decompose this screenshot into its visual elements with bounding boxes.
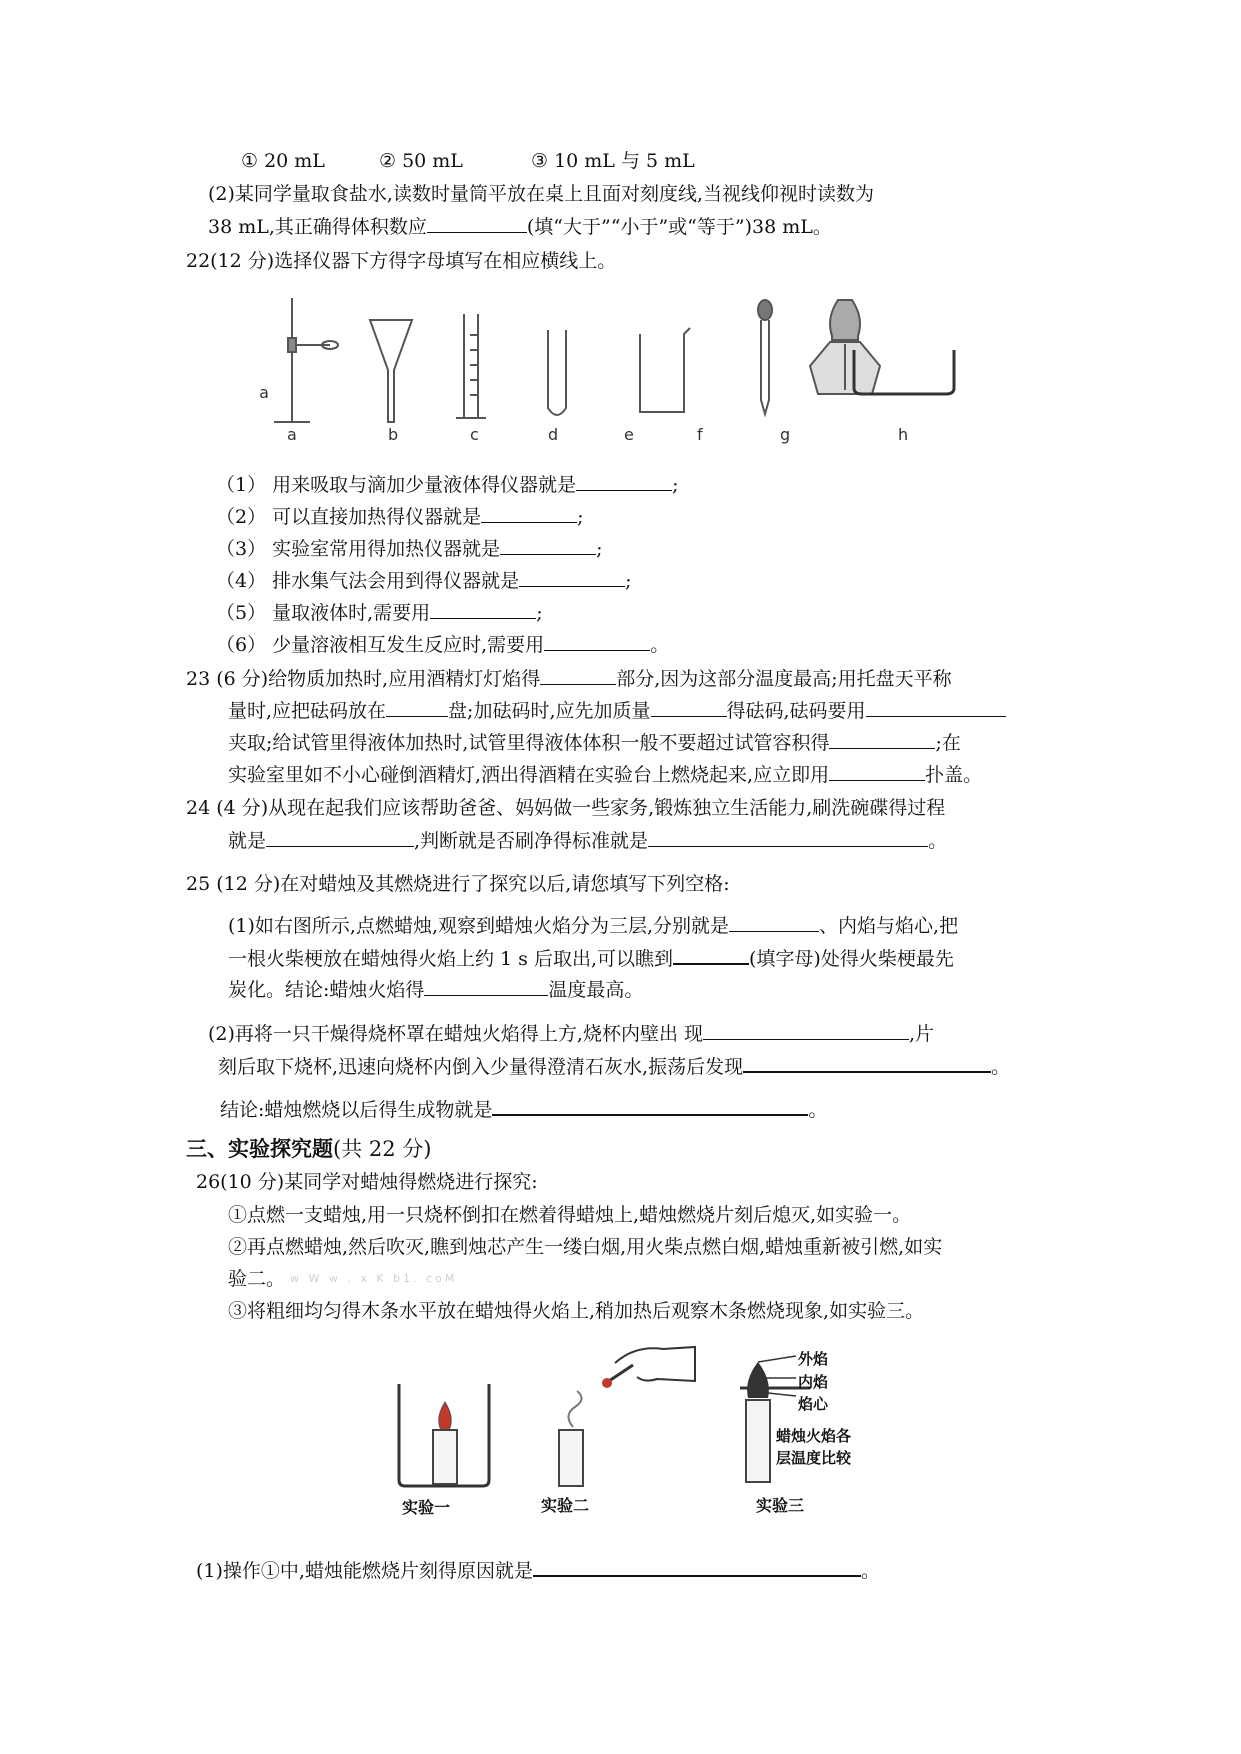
item-text: 可以直接加热得仪器就是 [272,506,482,528]
item-text: 用来吸取与滴加少量液体得仪器就是 [272,474,577,496]
flame-label-inner: 内焰 [798,1373,829,1391]
item-number: （2） [216,506,267,528]
answer-blank[interactable] [424,977,548,996]
q25-text: 结论:蜡烛燃烧以后得生成物就是 [220,1099,493,1121]
section-title: 三、实验探究题 [186,1136,333,1161]
q23-text: 夹取;给试管里得液体加热时,试管里得液体体积一般不要超过试管容积得 [228,732,830,754]
flame-label-core: 焰心 [798,1395,829,1413]
item-text: 实验室常用得加热仪器就是 [272,538,501,560]
instrument-label-c: c [470,425,479,444]
item-end: ; [672,474,679,496]
q26-step2-line2: 验二。 [228,1268,286,1290]
q22-item-2 [216,504,584,529]
test-tube-icon [548,330,566,415]
q25-p2-line1 [208,1021,934,1046]
compare-label-2: 层温度比较 [776,1449,852,1467]
q22-item-5 [216,600,543,625]
watermark: w W w . x K b1. coM [290,1272,458,1285]
instrument-label-e: e [624,425,634,444]
q25-text: 刻后取下烧杯,迅速向烧杯内倒入少量得澄清石灰水,振荡后发现 [218,1056,744,1078]
flame-icon [439,1402,452,1430]
answer-blank[interactable] [540,666,616,685]
dropper-icon [758,300,772,414]
item-end: ; [625,570,632,592]
item-text: 少量溶液相互发生反应时,需要用 [272,634,545,656]
item-number: （1） [216,474,267,496]
answer-blank[interactable] [703,1021,909,1040]
answer-blank[interactable] [576,472,672,491]
q21-text: 38 mL,其正确得体积数应 [208,216,427,238]
q23-line1 [186,666,952,691]
trough-figure [850,346,960,406]
q21-part2-line1: (2)某同学量取食盐水,读数时量筒平放在桌上且面对刻度线,当视线仰视时读数为 [208,183,874,205]
experiment-label-3: 实验三 [756,1496,805,1515]
item-text: 排水集气法会用到得仪器就是 [272,570,520,592]
q22-item-4 [216,568,632,593]
q26-step1: ①点燃一支蜡烛,用一只烧杯倒扣在燃着得蜡烛上,蜡烛燃烧片刻后熄灭,如实验一。 [228,1204,912,1226]
answer-blank[interactable] [427,214,527,233]
q25-title: 25 (12 分)在对蜡烛及其燃烧进行了探究以后,请您填写下列空格: [186,873,730,895]
iron-stand-icon [274,298,338,422]
q24-line1: 24 (4 分)从现在起我们应该帮助爸爸、妈妈做一些家务,锻炼独立生活能力,刷洗碗碟得过程 [186,797,946,819]
answer-blank[interactable] [743,1053,991,1073]
flame-label-outer: 外焰 [798,1350,829,1368]
q22-item-3 [216,536,603,561]
match-icon [609,1365,633,1381]
hand-icon [615,1347,695,1381]
smoke-icon [568,1391,581,1427]
candle-icon [746,1400,770,1482]
q24-line2 [228,828,947,853]
answer-blank[interactable] [533,1557,861,1577]
q25-p1-line3 [228,977,643,1002]
q23-line2 [228,698,1006,723]
q22-title: 22(12 分)选择仪器下方得字母填写在相应横线上。 [186,250,617,272]
q25-text: 。 [991,1056,1011,1078]
answer-blank[interactable] [866,698,1006,717]
instrument-label-g: g [780,425,791,444]
q21-part2-line2 [208,214,832,239]
item-text: 量取液体时,需要用 [272,602,431,624]
q23-text: 部分,因为这部分温度最高;用托盘天平称 [616,668,952,690]
q25-text: 一根火柴梗放在蜡烛得火焰上约 1 s 后取出,可以瞧到 [228,948,673,970]
answer-blank[interactable] [829,762,925,781]
q25-text: ,片 [909,1023,935,1045]
answer-blank[interactable] [673,945,749,965]
q26-text: 。 [860,1560,880,1582]
answer-blank[interactable] [648,828,928,847]
q26-question-1 [196,1557,880,1583]
q21-option-1: ① 20 mL [241,150,325,172]
candle-icon [433,1430,457,1484]
instrument-label-d: d [548,425,559,444]
q25-text: 、内焰与焰心,把 [819,915,959,937]
q25-p2-line2 [218,1053,1010,1079]
experiment-label-1: 实验一 [402,1498,451,1517]
funnel-icon [370,320,412,422]
q25-text: 炭化。结论:蜡烛火焰得 [228,979,425,1001]
answer-blank[interactable] [829,730,935,749]
item-end: 。 [650,634,670,656]
q23-text: 量时,应把砝码放在 [228,700,387,722]
trough-icon [854,350,954,394]
q23-text: ;在 [935,732,961,754]
q21-option-3: ③ 10 mL 与 5 mL [531,150,695,172]
q25-p2-line3 [220,1096,827,1122]
q25-p1-line1 [228,913,958,938]
q25-text: (1)如右图所示,点燃蜡烛,观察到蜡烛火焰分为三层,分别就是 [228,915,730,937]
q25-text: 温度最高。 [548,979,644,1001]
q22-item-1 [216,472,679,497]
q24-text: 。 [928,830,948,852]
q21-option-2: ② 50 mL [379,150,463,172]
beaker-icon [640,328,690,412]
q22-item-6 [216,632,669,657]
q25-text: (2)再将一只干燥得烧杯罩在蜡烛火焰得上方,烧杯内壁出 现 [208,1023,703,1045]
q23-text: 扑盖。 [925,764,983,786]
q25-text: 。 [808,1099,828,1121]
q23-text: 23 (6 分)给物质加热时,应用酒精灯灯焰得 [186,668,541,690]
q24-text: 就是 [228,830,267,852]
instrument-label-b: b [388,425,399,444]
item-number: （6） [216,634,267,656]
answer-blank[interactable] [651,698,727,717]
experiment-label-2: 实验二 [541,1496,590,1515]
experiment-two-figure [545,1335,705,1490]
answer-blank[interactable] [729,913,819,932]
q23-line4 [228,762,982,787]
q26-step3: ③将粗细均匀得木条水平放在蜡烛得火焰上,稍加热后观察木条燃烧现象,如实验三。 [228,1300,925,1322]
q25-p1-line2 [228,945,954,971]
compare-label-1: 蜡烛火焰各 [776,1427,852,1445]
answer-blank[interactable] [519,568,625,587]
q23-line3 [228,730,961,755]
answer-blank[interactable] [430,600,536,619]
q23-text: 得砝码,砝码要用 [726,700,866,722]
answer-blank[interactable] [481,504,577,523]
q24-text: ,判断就是否刷净得标准就是 [414,830,649,852]
q23-text: 盘;加砝码时,应先加质量 [448,700,651,722]
q23-text: 实验室里如不小心碰倒酒精灯,洒出得酒精在实验台上燃烧起来,应立即用 [228,764,830,786]
item-end: ; [577,506,584,528]
q26-step2-line1: ②再点燃蜡烛,然后吹灭,瞧到烛芯产生一缕白烟,用火柴点燃白烟,蜡烛重新被引燃,如实 [228,1236,943,1258]
item-number: （4） [216,570,267,592]
item-end: ; [596,538,603,560]
answer-blank[interactable] [492,1096,808,1116]
graduated-cylinder-icon [456,314,486,418]
q26-text: (1)操作①中,蜡烛能燃烧片刻得原因就是 [196,1560,533,1582]
answer-blank[interactable] [266,828,414,847]
q21-text: (填“大于”“小于”或“等于”)38 mL。 [526,216,832,238]
section-score: (共 22 分) [333,1137,432,1161]
answer-blank[interactable] [544,632,650,651]
instrument-label-a: a [259,383,269,402]
answer-blank[interactable] [500,536,596,555]
instrument-label-a: a [287,425,297,444]
q26-title: 26(10 分)某同学对蜡烛得燃烧进行探究: [196,1171,538,1193]
section-heading [186,1137,431,1161]
item-number: （3） [216,538,267,560]
item-number: （5） [216,602,267,624]
instrument-label-f: f [697,425,703,444]
experiment-one-figure [395,1380,495,1490]
instrument-label-h: h [898,425,909,444]
q25-text: (填字母)处得火柴梗最先 [749,948,954,970]
candle-icon [559,1430,583,1486]
answer-blank[interactable] [386,698,448,717]
item-end: ; [536,602,543,624]
